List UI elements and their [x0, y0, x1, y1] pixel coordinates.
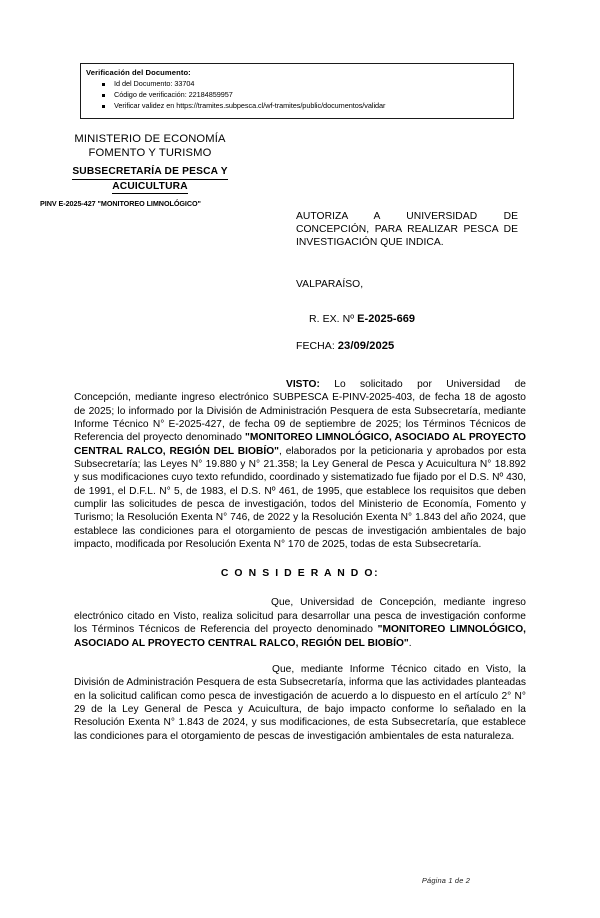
document-body	[74, 378, 526, 743]
considerando-paragraph-2	[74, 663, 526, 743]
verification-item-code: Código de verificación: 22184859957	[81, 89, 513, 100]
ministry-line-1: MINISTERIO DE ECONOMÍA	[74, 133, 226, 145]
spacer-between-considerandos	[74, 650, 526, 663]
resolution-number-value: E-2025-669	[357, 313, 416, 325]
verification-list	[81, 78, 513, 111]
verification-box	[80, 63, 514, 119]
date-line	[296, 340, 394, 352]
verification-title: Verificación del Documento:	[86, 68, 191, 77]
spacer-after-considerando-heading	[74, 579, 526, 596]
resolution-number-line	[309, 313, 415, 325]
visto-text-part-2: , elaborados por la peticionaria y aprobados por esta Subsecretaría; las Leyes N° 19.880 y N° 21.358; la Ley General de Pesca y Acuicultura N° 18.892 y sus modificaciones cuyo texto refundido, coordinado y sistematizado fue fijado por el D.S. Nº 430, de 1991, el D.F.L. N° 5, de 1983, el D.S. Nº 461, de 1995, que establece los requisitos que deben cumplir las solicitudes de pesca de investigación, todos del Ministerio de Economía, Fomento y Turismo; la Resolución Exenta N° 746, de 2022 y la Resolución Exenta N° 1.843 del año 2024, que establece las condiciones para el otorgamiento de pescas de investigación ambientales de bajo impacto, modificada por Resolución Exenta N° 170 de 2025, todas de esta Subsecretaría.	[74, 445, 527, 551]
considerando-1-text-part-2: .	[408, 637, 412, 649]
place-line: VALPARAÍSO,	[296, 279, 364, 290]
ministry-line-2: FOMENTO Y TURISMO	[88, 146, 212, 159]
spacer-before-considerando	[74, 551, 526, 568]
page-footer	[0, 876, 600, 885]
subsecretaria-line-2: ACUICULTURA	[112, 180, 188, 195]
considerando-1-project-name: "MONITOREO LIMNOLÓGICO, ASOCIADO AL PROYECTO CENTRAL RALCO, REGIÓN DEL BIOBÍO"	[74, 624, 527, 649]
page-number: Página 1 de 2	[421, 876, 471, 885]
visto-paragraph	[74, 378, 526, 551]
considerando-heading: C O N S I D E R A N D O:	[220, 568, 380, 580]
visto-label: VISTO:	[286, 379, 320, 390]
project-reference: PINV E-2025-427 "MONITOREO LIMNOLÓGICO"	[40, 199, 201, 209]
considerando-2-text: Que, mediante Informe Técnico citado en Visto, la División de Administración Pesquera de esta Subsecretaría, informa que las actividades planteadas en la solicitud califican como pesca de investigación de acuerdo a lo dispuesto en el artículo 2° N° 29 de la Ley General de Pesca y Acuicultura, de bajo impacto conforme lo señalado en la Resolución Exenta N° 1.843 de 2024, y sus modificaciones, de esta Subsecretaría, que establece las condiciones para el otorgamiento de pescas de investigación ambientales de esta naturaleza.	[74, 663, 526, 742]
visto-project-name: "MONITOREO LIMNOLÓGICO, ASOCIADO AL PROYECTO CENTRAL RALCO, REGIÓN DEL BIOBÍO"	[74, 432, 526, 457]
resolution-number-label: R. EX. Nº	[309, 313, 358, 325]
subsecretaria-line-1: SUBSECRETARÍA DE PESCA Y	[72, 165, 227, 180]
subject-line: AUTORIZA A UNIVERSIDAD DE CONCEPCIÓN, PARA REALIZAR PESCA DE INVESTIGACIÓN QUE INDICA.	[296, 211, 518, 249]
institution-header	[36, 133, 264, 208]
date-label: FECHA:	[296, 340, 338, 352]
considerando-1-text-part-1: Que, Universidad de Concepción, mediante ingreso electrónico citado en Visto, realiza solicitud para desarrollar una pesca de investigación conforme los Términos Técnicos de Referencia del proyecto denominado	[74, 597, 526, 636]
visto-text-part-1: Lo solicitado por Universidad de Concepción, mediante ingreso electrónico SUBPESCA E-PINV-2025-403, de fecha 18 de agosto de 2025; lo informado por la División de Administración Pesquera de esta Subsecretaría, mediante Informe Técnico N° E-2025-427, de fecha 09 de septiembre de 2025; los Términos Técnicos de Referencia del proyecto denominado	[74, 379, 526, 444]
considerando-paragraph-1	[74, 596, 526, 649]
subsecretaria-heading	[36, 165, 264, 194]
verification-item-url: Verificar validez en https://tramites.subpesca.cl/wf-tramites/public/documentos/validar	[81, 100, 513, 111]
verification-item-document-id: Id del Documento: 33704	[81, 78, 513, 89]
date-value: 23/09/2025	[337, 340, 395, 352]
